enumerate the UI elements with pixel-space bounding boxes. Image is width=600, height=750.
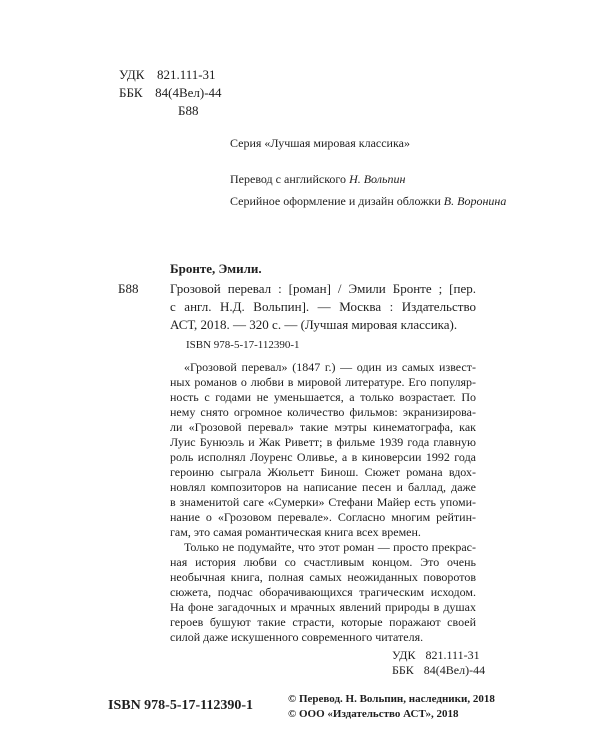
udk-top-label: УДК	[119, 67, 145, 82]
translation-prefix: Перевод с английского	[230, 172, 347, 186]
description-line: необычная книга, полная самых неожиданных поворотов	[170, 570, 476, 584]
record-annotation	[170, 281, 476, 335]
description-line: героев бушуют такие страсти, которые поражают своей	[170, 615, 476, 629]
copyright-translation: © Перевод. Н. Вольпин, наследники, 2018	[288, 693, 495, 705]
record-isbn: ISBN 978-5-17-112390-1	[186, 339, 300, 351]
description-line: в знаменитой саге «Сумерки» Стефани Майер есть упоми-	[170, 495, 476, 509]
description-line: роль исполнял Лоуренс Оливье, а в киноверсии 1992 года	[170, 450, 476, 464]
description-line: силой даже искушенного современного читателя.	[170, 630, 424, 644]
designer-name: В. Воронина	[443, 194, 507, 208]
description-line: сюжета, подчас оборачивающихся трагическим исходом.	[170, 585, 476, 599]
udk-bottom-line	[392, 648, 480, 663]
footer-isbn: ISBN 978-5-17-112390-1	[108, 698, 254, 713]
description-line: «Грозовой перевал» (1847 г.) — один из самых извест-	[184, 360, 476, 374]
udk-bottom-code: 821.111-31	[425, 648, 480, 662]
series-line: Серия «Лучшая мировая классика»	[230, 136, 410, 150]
description-line: Луис Бунюэль и Жак Риветт; в фильме 1939 года главную	[170, 435, 476, 449]
description-line: нание о «Грозовом перевале». Согласно многим рейтин-	[170, 510, 476, 524]
bbk-top-label: ББК	[119, 85, 143, 100]
translator-name: Н. Вольпин	[349, 172, 406, 186]
udk-top-code: 821.111-31	[156, 67, 216, 82]
annotation-line: с англ. Н.Д. Вольпин]. — Москва : Издательство	[170, 299, 476, 314]
description-line: нему снято огромное количество фильмов: экранизирова-	[170, 405, 476, 419]
annotation-line: АСТ, 2018. — 320 с. — (Лучшая мировая классика).	[170, 317, 458, 332]
description-line: гам, это самая романтическая книга всех времен.	[170, 525, 421, 539]
bbk-bottom-label: ББК	[392, 663, 414, 677]
description-line: новлял композиторов на написание песен и баллад, даже	[170, 480, 476, 494]
annotation-line: Грозовой перевал : [роман] / Эмили Бронте ; [пер.	[170, 281, 476, 296]
description-line: ность с годами не уменьшается, а только возрастает. По	[170, 390, 476, 404]
design-prefix: Серийное оформление и дизайн обложки	[230, 194, 441, 208]
description-paragraph-1	[170, 360, 476, 540]
description-paragraph-2	[170, 540, 476, 645]
description-line: ных романов о любви в мировой литературе. Его популяр-	[170, 375, 476, 389]
bbk-bottom-line	[392, 663, 485, 678]
description-line: ная история любви со счастливым концом. Это очень	[170, 555, 476, 569]
record-author: Бронте, Эмили.	[170, 261, 262, 276]
udk-top-line	[119, 67, 216, 83]
description-line: ли «Грозовой перевал» такие мэтры кинематографа, как	[170, 420, 476, 434]
author-mark-top: Б88	[178, 103, 199, 118]
udk-bottom-label: УДК	[392, 648, 416, 662]
description-line: Только не подумайте, что этот роман — просто прекрас-	[184, 540, 476, 554]
record-mark: Б88	[118, 281, 139, 296]
bbk-top-code: 84(4Вел)-44	[155, 85, 222, 100]
description-line: На фоне загадочных и мрачных явлений природы в душах	[170, 600, 476, 614]
design-line	[230, 194, 506, 209]
translation-line	[230, 172, 405, 187]
bbk-top-line	[119, 85, 222, 101]
description-line: героиню сыграла Жюльетт Бинош. Сюжет романа вдох-	[170, 465, 476, 479]
bbk-bottom-code: 84(4Вел)-44	[423, 663, 486, 677]
copyright-publisher: © ООО «Издательство АСТ», 2018	[288, 708, 459, 720]
